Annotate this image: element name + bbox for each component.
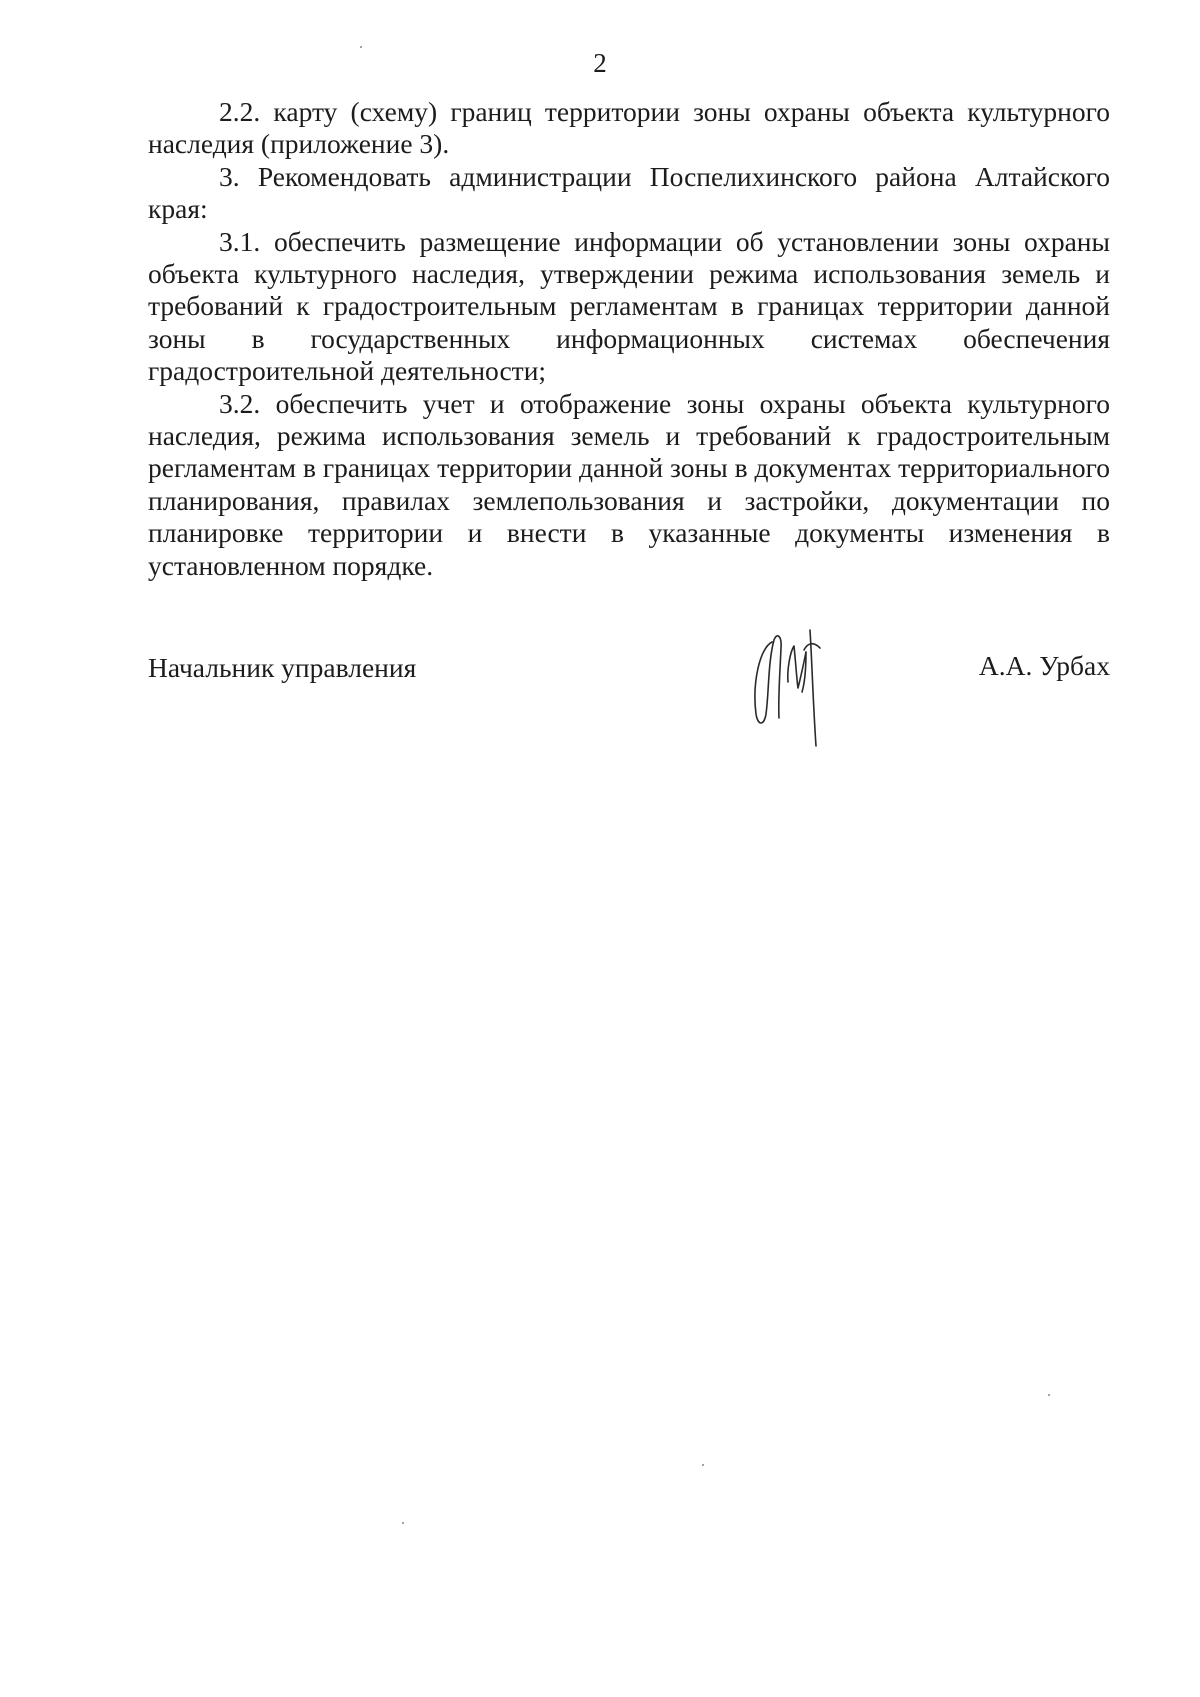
scan-speck <box>402 1522 404 1524</box>
scan-speck <box>702 1464 704 1466</box>
paragraph-3: 3. Рекомендовать администрации Поспелихинского района Алтайского края: <box>148 160 1110 225</box>
document-body <box>148 96 1110 582</box>
signature-block <box>148 652 1110 762</box>
scan-speck <box>360 46 362 48</box>
paragraph-3-2: 3.2. обеспечить учет и отображение зоны охраны объекта культурного наследия, режима использования земель и требований к градостроительным регламентам в границах территории данной зоны в документах территориального планирования, правилах землепользования и застройки, документации по планировке территории и внести в указанные документы изменения в установленном порядке. <box>148 387 1110 581</box>
handwritten-signature <box>744 622 844 752</box>
signer-name: А.А. Урбах <box>978 650 1110 681</box>
paragraph-2-2: 2.2. карту (схему) границ территории зоны охраны объекта культурного наследия (приложение 3). <box>148 96 1110 160</box>
scan-speck <box>1048 1394 1050 1396</box>
position-title: Начальник управления <box>148 652 417 683</box>
page-number: 2 <box>593 48 607 78</box>
paragraph-3-1: 3.1. обеспечить размещение информации об установлении зоны охраны объекта культурного наследия, утверждении режима использования земель и требований к градостроительным регламентам в границах территории данной зоны в государственных информационных системах обеспечения градостроительной деятельности; <box>148 225 1110 387</box>
